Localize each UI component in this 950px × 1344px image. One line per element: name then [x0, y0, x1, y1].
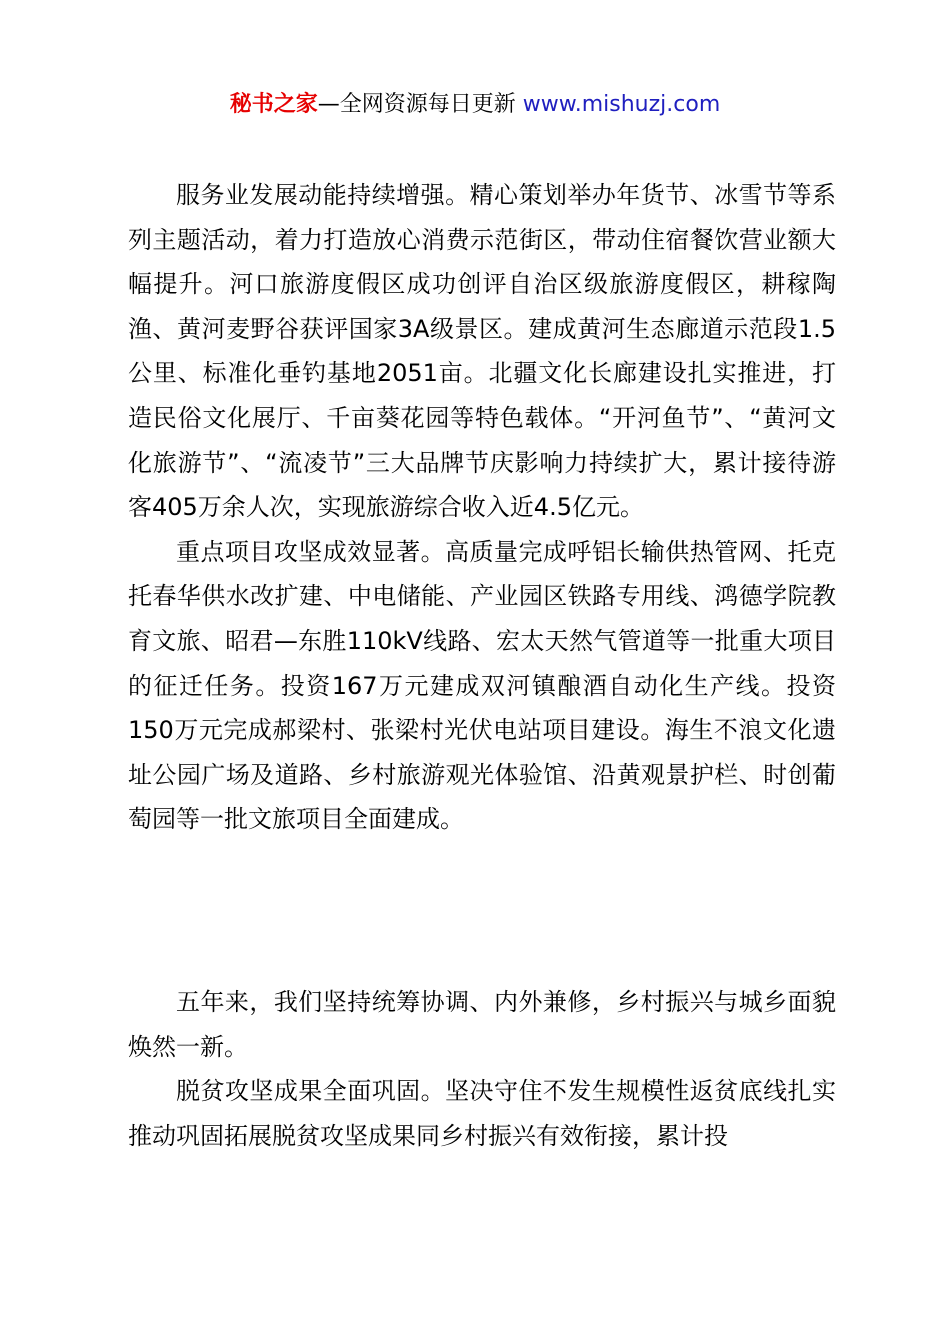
paragraph-poverty-alleviation: 脱贫攻坚成果全面巩固。坚决守住不发生规模性返贫底线扎实推动巩固拓展脱贫攻坚成果同乡村振兴有效衔接，累计投 — [128, 1077, 836, 1150]
site-url-link[interactable]: www.mishuzj.com — [522, 92, 721, 117]
paragraph-key-projects: 重点项目攻坚成效显著。高质量完成呼铝长输供热管网、托克托春华供水改扩建、中电储能、产业园区铁路专用线、鸿德学院教育文旅、昭君—东胜110kV线路、宏太天然气管道等一批重大项目的征迁任务。投资167万元建成双河镇酿酒自动化生产线。投资150万元完成郝梁村、张梁村光伏电站项目建设。海生不浪文化遗址公园广场及道路、乡村旅游观光体验馆、沿黄观景护栏、时创葡萄园等一批文旅项目全面建成。 — [128, 537, 836, 834]
header-tagline: —全网资源每日更新 — [317, 92, 523, 117]
body-section-upper — [128, 173, 836, 842]
body-section-lower — [128, 980, 836, 1158]
site-name: 秘书之家 — [229, 92, 318, 117]
page-header — [0, 88, 950, 122]
paragraph-five-years: 五年来，我们坚持统筹协调、内外兼修，乡村振兴与城乡面貌焕然一新。 — [128, 988, 836, 1061]
paragraph-service-industry: 服务业发展动能持续增强。精心策划举办年货节、冰雪节等系列主题活动，着力打造放心消费示范街区，带动住宿餐饮营业额大幅提升。河口旅游度假区成功创评自治区级旅游度假区，耕稼陶渔、黄河麦野谷获评国家3A级景区。建成黄河生态廊道示范段1.5公里、标准化垂钓基地2051亩。北疆文化长廊建设扎实推进，打造民俗文化展厅、千亩葵花园等特色载体。“开河鱼节”、“黄河文化旅游节”、“流凌节”三大品牌节庆影响力持续扩大，累计接待游客405万余人次，实现旅游综合收入近4.5亿元。 — [128, 181, 836, 522]
